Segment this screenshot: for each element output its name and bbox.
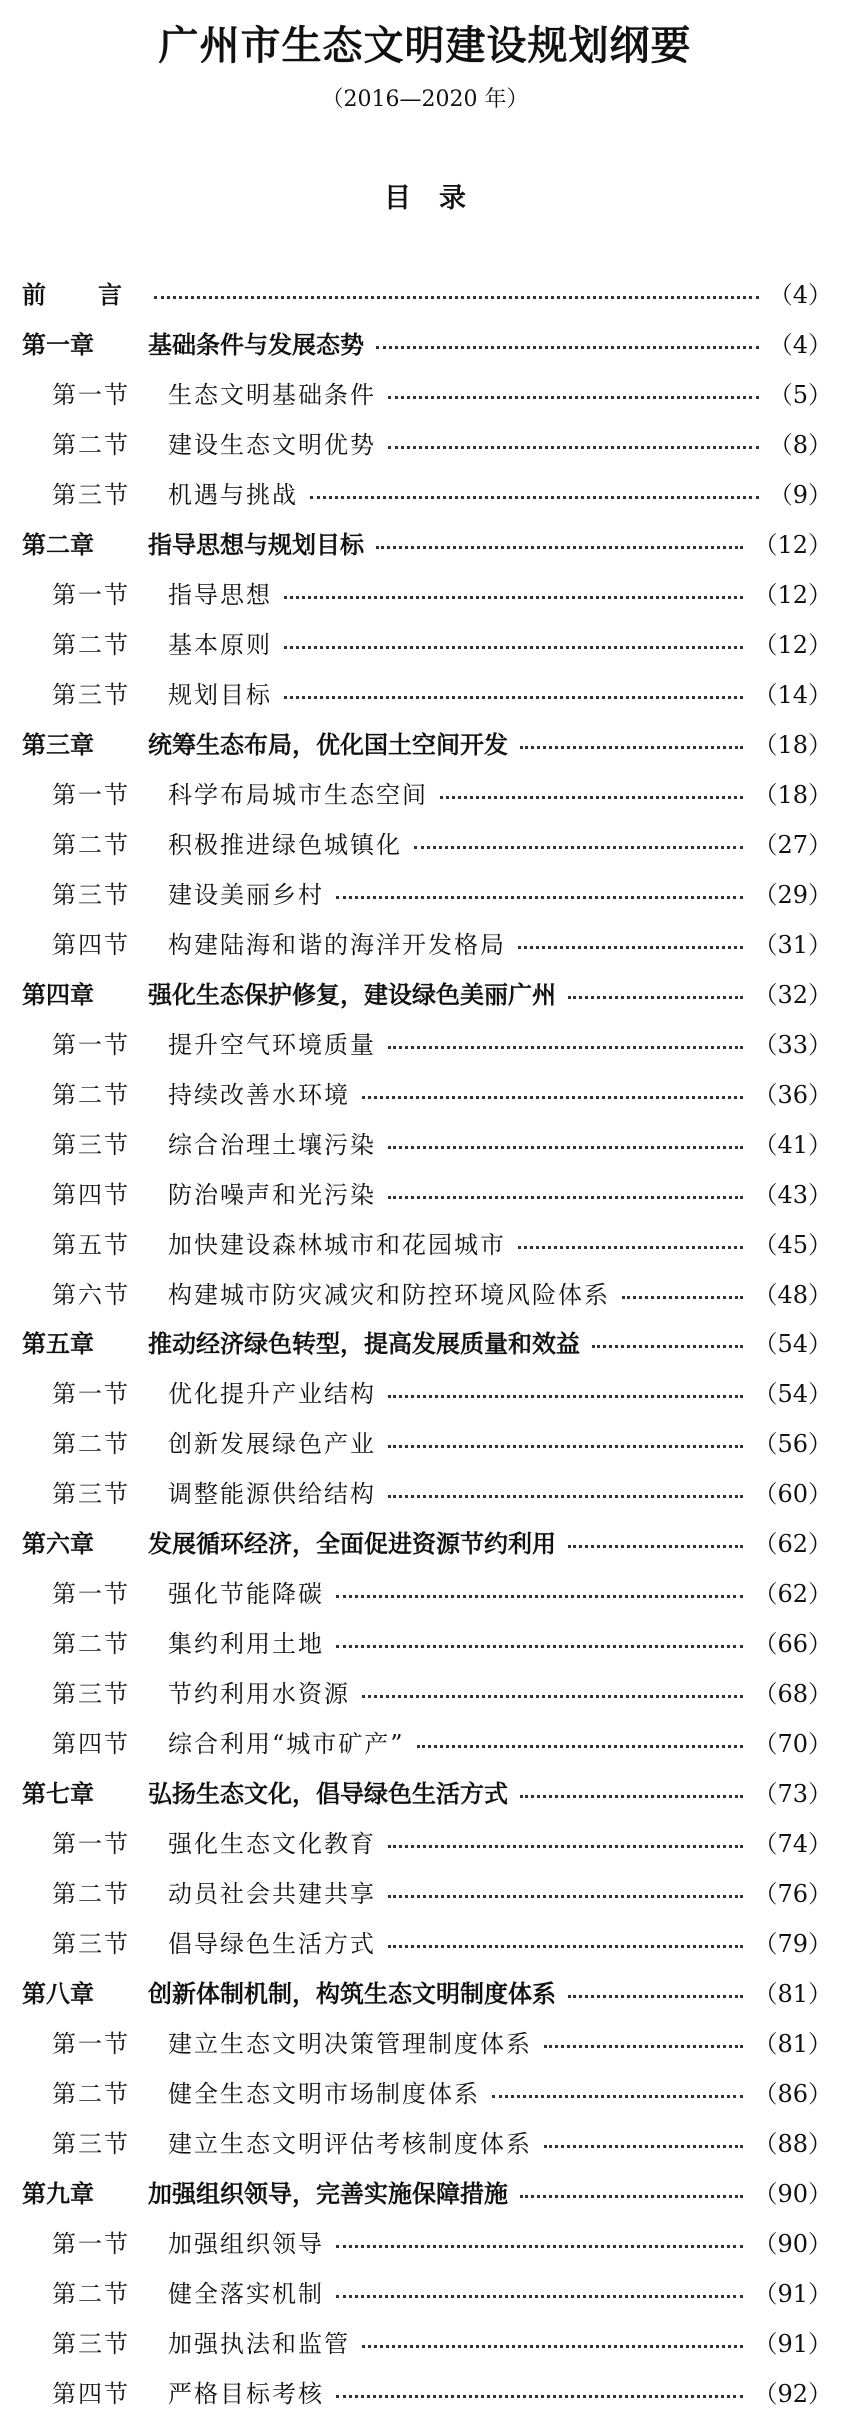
toc-page-number: （54） bbox=[753, 1330, 832, 1359]
toc-page-number: （12） bbox=[753, 581, 832, 610]
toc-page-number: （9） bbox=[768, 481, 832, 510]
toc-page-number: （90） bbox=[753, 2229, 832, 2258]
toc-dot-leader bbox=[388, 446, 759, 449]
toc-entry-title: 综合利用“城市矿产” bbox=[168, 1730, 405, 1759]
toc-page-number: （5） bbox=[768, 381, 832, 410]
toc-dot-leader bbox=[520, 1795, 743, 1798]
toc-section-entry[interactable] bbox=[0, 618, 850, 668]
toc-page-number: （86） bbox=[753, 2079, 832, 2108]
toc-section-entry[interactable] bbox=[0, 1417, 850, 1467]
toc-section-entry[interactable] bbox=[0, 1067, 850, 1117]
toc-entry-number: 第二节 bbox=[52, 1430, 130, 1459]
toc-chapter-entry[interactable] bbox=[0, 268, 850, 318]
toc-entry-title: 加强组织领导 bbox=[168, 2229, 324, 2258]
toc-page-number: （43） bbox=[753, 1180, 832, 1209]
toc-dot-leader bbox=[388, 1395, 743, 1398]
toc-entry-number: 第一节 bbox=[52, 1030, 130, 1059]
toc-page-number: （68） bbox=[753, 1680, 832, 1709]
toc-chapter-entry[interactable] bbox=[0, 2166, 850, 2216]
toc-section-entry[interactable] bbox=[0, 2266, 850, 2316]
toc-page-number: （60） bbox=[753, 1480, 832, 1509]
toc-section-entry[interactable] bbox=[0, 1817, 850, 1867]
toc-dot-leader bbox=[284, 696, 743, 699]
toc-section-entry[interactable] bbox=[0, 1667, 850, 1717]
toc-dot-leader bbox=[336, 2395, 743, 2398]
toc-entry-number: 第二节 bbox=[52, 830, 130, 859]
toc-section-entry[interactable] bbox=[0, 468, 850, 518]
toc-section-entry[interactable] bbox=[0, 668, 850, 718]
toc-dot-leader bbox=[388, 1445, 743, 1448]
toc-dot-leader bbox=[440, 796, 743, 799]
toc-dot-leader bbox=[336, 1645, 743, 1648]
toc-page-number: （18） bbox=[753, 731, 832, 760]
toc-section-entry[interactable] bbox=[0, 1617, 850, 1667]
toc-section-entry[interactable] bbox=[0, 1467, 850, 1517]
toc-entry-title: 强化生态保护修复，建设绿色美丽广州 bbox=[148, 979, 556, 1009]
toc-entry-title: 建设美丽乡村 bbox=[168, 880, 324, 909]
toc-heading bbox=[0, 176, 850, 215]
toc-page-number: （62） bbox=[753, 1530, 832, 1559]
toc-entry-number: 第二节 bbox=[52, 2279, 130, 2308]
toc-chapter-entry[interactable] bbox=[0, 518, 850, 568]
toc-entry-number: 第四节 bbox=[52, 2379, 130, 2408]
toc-chapter-entry[interactable] bbox=[0, 318, 850, 368]
toc-entry-number: 第一节 bbox=[52, 1380, 130, 1409]
toc-page-number: （36） bbox=[753, 1080, 832, 1109]
toc-section-entry[interactable] bbox=[0, 2216, 850, 2266]
toc-page-number: （88） bbox=[753, 2129, 832, 2158]
toc-entry-title: 建设生态文明优势 bbox=[168, 431, 376, 460]
toc-entry-title: 创新体制机制，构筑生态文明制度体系 bbox=[148, 1978, 556, 2008]
toc-entry-number: 第一节 bbox=[52, 2029, 130, 2058]
toc-page-number: （81） bbox=[753, 1979, 832, 2008]
toc-entry-title: 集约利用土地 bbox=[168, 1630, 324, 1659]
document-subtitle: （2016—2020 年） bbox=[321, 87, 529, 112]
toc-dot-leader bbox=[388, 396, 759, 399]
toc-section-entry[interactable] bbox=[0, 1017, 850, 1067]
toc-chapter-entry[interactable] bbox=[0, 1517, 850, 1567]
toc-dot-leader bbox=[568, 1545, 743, 1548]
toc-section-entry[interactable] bbox=[0, 1367, 850, 1417]
toc-dot-leader bbox=[492, 2095, 743, 2098]
toc-page-number: （48） bbox=[753, 1280, 832, 1309]
toc-dot-leader bbox=[284, 596, 743, 599]
toc-page-number: （14） bbox=[753, 681, 832, 710]
toc-entry-title: 优化提升产业结构 bbox=[168, 1380, 376, 1409]
toc-section-entry[interactable] bbox=[0, 418, 850, 468]
toc-entry-number: 第二节 bbox=[52, 2079, 130, 2108]
toc-entry-number: 第一节 bbox=[52, 781, 130, 809]
toc-section-entry[interactable] bbox=[0, 1916, 850, 1966]
toc-dot-leader bbox=[362, 2345, 743, 2348]
toc-dot-leader bbox=[310, 496, 759, 499]
toc-page-number: （66） bbox=[753, 1630, 832, 1659]
toc-entry-title: 加强执法和监管 bbox=[168, 2329, 350, 2358]
toc-entry-number: 第二节 bbox=[52, 1630, 130, 1659]
toc-page-number: （12） bbox=[753, 631, 832, 660]
toc-page-number: （4） bbox=[768, 281, 832, 310]
toc-dot-leader bbox=[388, 1196, 743, 1199]
toc-section-entry[interactable] bbox=[0, 2366, 850, 2416]
toc-entry-title: 发展循环经济，全面促进资源节约利用 bbox=[148, 1529, 556, 1559]
toc-section-entry[interactable] bbox=[0, 1267, 850, 1317]
toc-section-entry[interactable] bbox=[0, 1217, 850, 1267]
toc-entry-title: 推动经济绿色转型，提高发展质量和效益 bbox=[148, 1329, 580, 1359]
toc-section-entry[interactable] bbox=[0, 1867, 850, 1917]
toc-chapter-entry[interactable] bbox=[0, 1767, 850, 1817]
toc-section-entry[interactable] bbox=[0, 817, 850, 867]
toc-entry-title: 机遇与挑战 bbox=[168, 481, 298, 510]
toc-entry-title: 创新发展绿色产业 bbox=[168, 1430, 376, 1459]
toc-heading-char: 录 bbox=[439, 183, 466, 214]
toc-entry-title: 基本原则 bbox=[168, 631, 272, 660]
toc-entry-title: 综合治理土壤污染 bbox=[168, 1130, 376, 1159]
toc-section-entry[interactable] bbox=[0, 867, 850, 917]
toc-dot-leader bbox=[544, 2145, 743, 2148]
toc-chapter-entry[interactable] bbox=[0, 718, 850, 768]
toc-page-number: （70） bbox=[753, 1730, 832, 1759]
toc-entry-number: 第七章 bbox=[22, 1779, 94, 1809]
toc-page-number: （73） bbox=[753, 1780, 832, 1809]
toc-entry-number: 第四节 bbox=[52, 1180, 130, 1209]
toc-section-entry[interactable] bbox=[0, 2016, 850, 2066]
toc-page-number: （62） bbox=[753, 1580, 832, 1609]
toc-entry-number: 第三节 bbox=[52, 1480, 130, 1509]
toc-dot-leader bbox=[414, 846, 743, 849]
toc-entry-number: 第八章 bbox=[22, 1978, 94, 2008]
toc-dot-leader bbox=[362, 1096, 743, 1099]
toc-dot-leader bbox=[388, 1845, 743, 1848]
toc-entry-title: 健全落实机制 bbox=[168, 2279, 324, 2308]
toc-dot-leader bbox=[388, 1146, 743, 1149]
toc-section-entry[interactable] bbox=[0, 1117, 850, 1167]
toc-dot-leader bbox=[388, 1046, 743, 1049]
toc-entry-number: 前 言 bbox=[22, 280, 136, 310]
toc-page-number: （29） bbox=[753, 880, 832, 909]
toc-dot-leader bbox=[362, 1695, 743, 1698]
toc-section-entry[interactable] bbox=[0, 568, 850, 618]
toc-entry-title: 构建城市防灾减灾和防控环境风险体系 bbox=[168, 1280, 610, 1309]
toc-entry-number: 第三节 bbox=[52, 2329, 130, 2358]
toc-page-number: （32） bbox=[753, 980, 832, 1009]
toc-entry-title: 防治噪声和光污染 bbox=[168, 1180, 376, 1209]
toc-entry-title: 指导思想 bbox=[168, 581, 272, 610]
toc-entry-title: 积极推进绿色城镇化 bbox=[168, 830, 402, 859]
toc-entry-number: 第一章 bbox=[22, 330, 94, 360]
toc-entry-number: 第一节 bbox=[52, 1580, 130, 1609]
toc-entry-title: 加快建设森林城市和花园城市 bbox=[168, 1230, 506, 1259]
toc-entry-title: 科学布局城市生态空间 bbox=[168, 781, 428, 809]
toc-entry-number: 第三节 bbox=[52, 681, 130, 710]
toc-section-entry[interactable] bbox=[0, 1167, 850, 1217]
toc-dot-leader bbox=[518, 1246, 743, 1249]
toc-page-number: （8） bbox=[768, 431, 832, 460]
toc-section-entry[interactable] bbox=[0, 1567, 850, 1617]
toc-entry-number: 第三节 bbox=[52, 1929, 130, 1958]
toc-section-entry[interactable] bbox=[0, 2116, 850, 2166]
toc-entry-number: 第二章 bbox=[22, 530, 94, 560]
toc-entry-number: 第二节 bbox=[52, 1879, 130, 1908]
toc-dot-leader bbox=[336, 896, 743, 899]
toc-page-number: （27） bbox=[753, 830, 832, 859]
toc-page-number: （74） bbox=[753, 1830, 832, 1859]
toc-entry-number: 第二节 bbox=[52, 1080, 130, 1109]
toc-entry-title: 构建陆海和谐的海洋开发格局 bbox=[168, 930, 506, 959]
toc-entry-title: 统筹生态布局，优化国土空间开发 bbox=[148, 730, 508, 760]
toc-entry-number: 第二节 bbox=[52, 631, 130, 660]
toc-dot-leader bbox=[376, 546, 743, 549]
toc-entry-title: 提升空气环境质量 bbox=[168, 1030, 376, 1059]
toc-chapter-entry[interactable] bbox=[0, 967, 850, 1017]
toc-page-number: （81） bbox=[753, 2029, 832, 2058]
toc-page-number: （31） bbox=[753, 930, 832, 959]
toc-page-number: （45） bbox=[753, 1230, 832, 1259]
toc-section-entry[interactable] bbox=[0, 2066, 850, 2116]
toc-entry-number: 第一节 bbox=[52, 381, 130, 410]
toc-entry-number: 第九章 bbox=[22, 2178, 94, 2208]
toc-chapter-entry[interactable] bbox=[0, 1317, 850, 1367]
toc-dot-leader bbox=[336, 2245, 743, 2248]
toc-page-number: （54） bbox=[753, 1380, 832, 1409]
table-of-contents bbox=[0, 268, 850, 2416]
toc-entry-number: 第四节 bbox=[52, 1730, 130, 1759]
toc-page-number: （56） bbox=[753, 1430, 832, 1459]
toc-entry-title: 强化节能降碳 bbox=[168, 1580, 324, 1609]
toc-entry-number: 第三节 bbox=[52, 1130, 130, 1159]
document-title: 广州市生态文明建设规划纲要 bbox=[158, 22, 692, 69]
toc-page-number: （76） bbox=[753, 1879, 832, 1908]
toc-page-number: （91） bbox=[753, 2329, 832, 2358]
toc-entry-title: 规划目标 bbox=[168, 681, 272, 710]
toc-entry-number: 第六节 bbox=[52, 1280, 130, 1309]
toc-entry-title: 建立生态文明决策管理制度体系 bbox=[168, 2029, 532, 2058]
toc-dot-leader bbox=[388, 1945, 743, 1948]
toc-dot-leader bbox=[622, 1296, 743, 1299]
toc-dot-leader bbox=[568, 1995, 743, 1998]
toc-page-number: （91） bbox=[753, 2279, 832, 2308]
toc-dot-leader bbox=[520, 746, 743, 749]
toc-dot-leader bbox=[518, 946, 743, 949]
toc-section-entry[interactable] bbox=[0, 2316, 850, 2366]
toc-entry-number: 第三节 bbox=[52, 481, 130, 510]
toc-page-number: （79） bbox=[753, 1929, 832, 1958]
toc-page-number: （18） bbox=[753, 781, 832, 809]
toc-entry-number: 第一节 bbox=[52, 2229, 130, 2258]
toc-entry-title: 建立生态文明评估考核制度体系 bbox=[168, 2129, 532, 2158]
toc-entry-title: 严格目标考核 bbox=[168, 2379, 324, 2408]
toc-entry-number: 第四章 bbox=[22, 979, 94, 1009]
toc-entry-number: 第四节 bbox=[52, 930, 130, 959]
toc-entry-title: 持续改善水环境 bbox=[168, 1080, 350, 1109]
toc-entry-title: 动员社会共建共享 bbox=[168, 1879, 376, 1908]
toc-section-entry[interactable] bbox=[0, 1717, 850, 1767]
toc-dot-leader bbox=[568, 996, 743, 999]
toc-dot-leader bbox=[417, 1745, 744, 1748]
toc-entry-title: 指导思想与规划目标 bbox=[148, 530, 364, 560]
toc-entry-title: 弘扬生态文化，倡导绿色生活方式 bbox=[148, 1779, 508, 1809]
toc-section-entry[interactable] bbox=[0, 917, 850, 967]
toc-page-number: （92） bbox=[753, 2379, 832, 2408]
toc-dot-leader bbox=[284, 646, 743, 649]
toc-entry-title: 加强组织领导，完善实施保障措施 bbox=[148, 2178, 508, 2208]
toc-chapter-entry[interactable] bbox=[0, 1966, 850, 2016]
toc-dot-leader bbox=[376, 346, 759, 349]
toc-entry-number: 第六章 bbox=[22, 1529, 94, 1559]
toc-dot-leader bbox=[336, 2295, 743, 2298]
toc-dot-leader bbox=[520, 2195, 743, 2198]
toc-entry-number: 第三节 bbox=[52, 1680, 130, 1709]
toc-page-number: （41） bbox=[753, 1130, 832, 1159]
toc-entry-title: 健全生态文明市场制度体系 bbox=[168, 2079, 480, 2108]
toc-entry-number: 第五节 bbox=[52, 1230, 130, 1259]
toc-entry-title: 生态文明基础条件 bbox=[168, 381, 376, 410]
toc-entry-number: 第一节 bbox=[52, 1830, 130, 1859]
toc-section-entry[interactable] bbox=[0, 768, 850, 818]
toc-entry-number: 第一节 bbox=[52, 581, 130, 610]
toc-dot-leader bbox=[154, 296, 759, 299]
toc-entry-title: 倡导绿色生活方式 bbox=[168, 1929, 376, 1958]
toc-page-number: （90） bbox=[753, 2179, 832, 2208]
toc-entry-number: 第三节 bbox=[52, 880, 130, 909]
toc-section-entry[interactable] bbox=[0, 368, 850, 418]
toc-entry-title: 调整能源供给结构 bbox=[168, 1480, 376, 1509]
toc-entry-number: 第二节 bbox=[52, 431, 130, 460]
toc-page-number: （33） bbox=[753, 1030, 832, 1059]
toc-entry-title: 强化生态文化教育 bbox=[168, 1830, 376, 1859]
toc-entry-number: 第五章 bbox=[22, 1329, 94, 1359]
toc-entry-number: 第三章 bbox=[22, 730, 94, 760]
toc-entry-title: 基础条件与发展态势 bbox=[148, 330, 364, 360]
toc-page-number: （12） bbox=[753, 531, 832, 560]
toc-page-number: （4） bbox=[768, 331, 832, 360]
toc-entry-number: 第三节 bbox=[52, 2129, 130, 2158]
toc-dot-leader bbox=[388, 1895, 743, 1898]
toc-entry-title: 节约利用水资源 bbox=[168, 1680, 350, 1709]
toc-dot-leader bbox=[388, 1495, 743, 1498]
toc-dot-leader bbox=[336, 1595, 743, 1598]
toc-heading-char: 目 bbox=[384, 183, 411, 214]
toc-dot-leader bbox=[544, 2045, 743, 2048]
toc-dot-leader bbox=[592, 1345, 743, 1348]
